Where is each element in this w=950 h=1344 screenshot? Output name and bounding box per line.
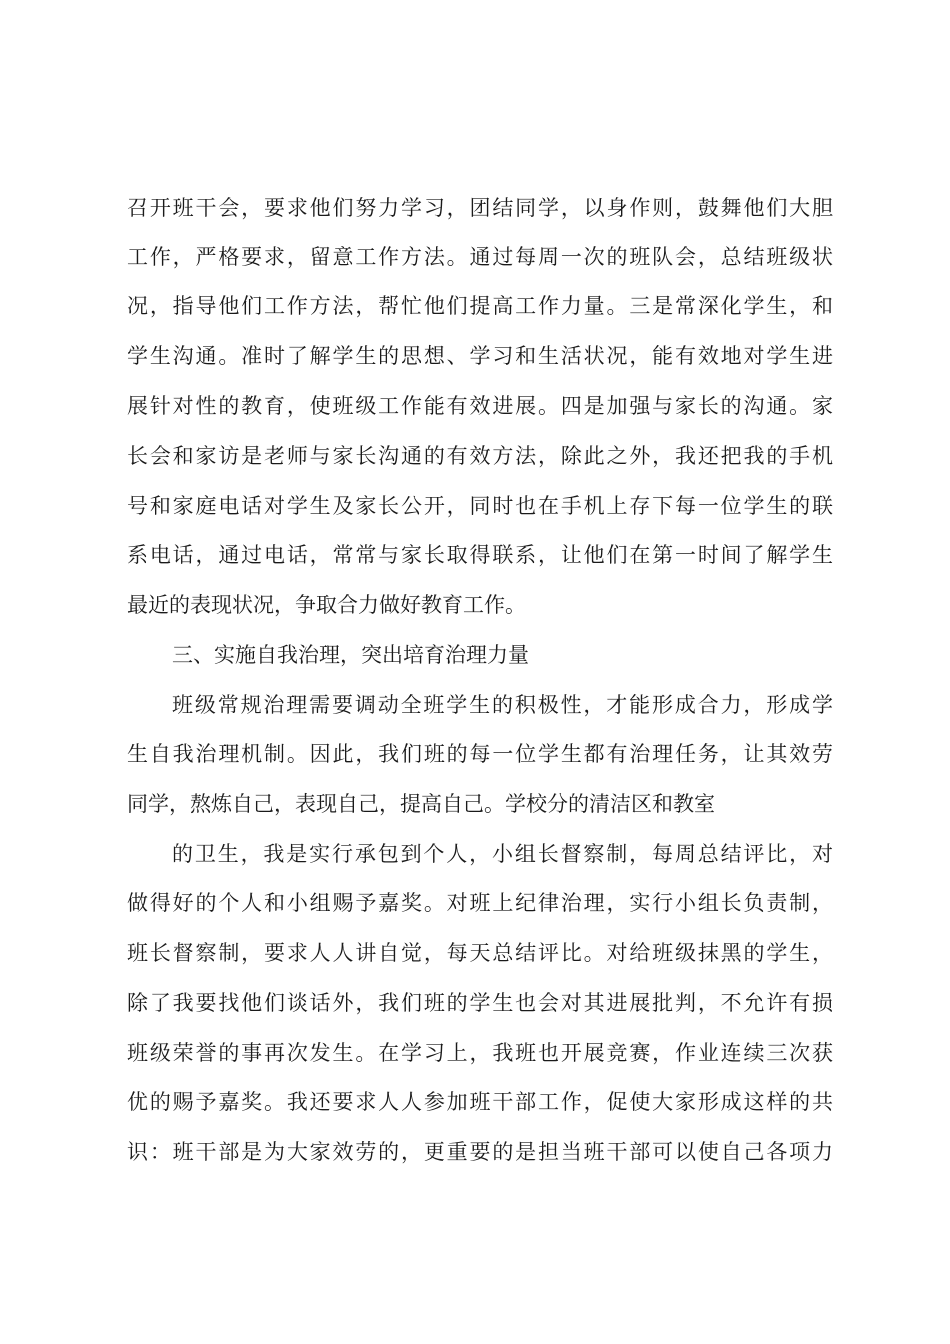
paragraph-line: 学生沟通。准时了解学生的思想、学习和生活状况，能有效地对学生进	[127, 344, 833, 368]
section-heading: 三、实施自我治理，突出培育治理力量	[172, 643, 529, 667]
paragraph-line: 最近的表现状况，争取合力做好教育工作。	[127, 593, 526, 617]
paragraph-line: 做得好的个人和小组赐予嘉奖。对班上纪律治理，实行小组长负责制，	[127, 891, 833, 915]
paragraph-line: 除了我要找他们谈话外，我们班的学生也会对其进展批判，不允许有损	[127, 991, 833, 1015]
paragraph-line: 召开班干会，要求他们努力学习，团结同学，以身作则，鼓舞他们大胆	[127, 196, 833, 220]
paragraph-line: 同学，熬炼自己，表现自己，提高自己。学校分的清洁区和教室	[127, 792, 715, 816]
paragraph-line: 的卫生，我是实行承包到个人，小组长督察制，每周总结评比，对	[172, 842, 833, 866]
paragraph-line: 班长督察制，要求人人讲自觉，每天总结评比。对给班级抹黑的学生，	[127, 941, 833, 965]
paragraph-line: 展针对性的教育，使班级工作能有效进展。四是加强与家长的沟通。家	[127, 394, 833, 418]
paragraph-line: 工作，严格要求，留意工作方法。通过每周一次的班队会，总结班级状	[127, 245, 833, 269]
paragraph-line: 生自我治理机制。因此，我们班的每一位学生都有治理任务，让其效劳	[127, 742, 833, 766]
paragraph-line: 班级荣誉的事再次发生。在学习上，我班也开展竞赛，作业连续三次获	[127, 1041, 833, 1065]
paragraph-line: 号和家庭电话对学生及家长公开，同时也在手机上存下每一位学生的联	[127, 494, 833, 518]
paragraph-line: 班级常规治理需要调动全班学生的积极性，才能形成合力，形成学	[172, 693, 833, 717]
paragraph-line: 长会和家访是老师与家长沟通的有效方法，除此之外，我还把我的手机	[127, 444, 833, 468]
paragraph-line: 识：班干部是为大家效劳的，更重要的是担当班干部可以使自己各项力	[127, 1140, 833, 1164]
paragraph-line: 况，指导他们工作方法，帮忙他们提高工作力量。三是常深化学生，和	[127, 294, 833, 318]
paragraph-line: 系电话，通过电话，常常与家长取得联系，让他们在第一时间了解学生	[127, 543, 833, 567]
paragraph-line: 优的赐予嘉奖。我还要求人人参加班干部工作，促使大家形成这样的共	[127, 1090, 833, 1114]
